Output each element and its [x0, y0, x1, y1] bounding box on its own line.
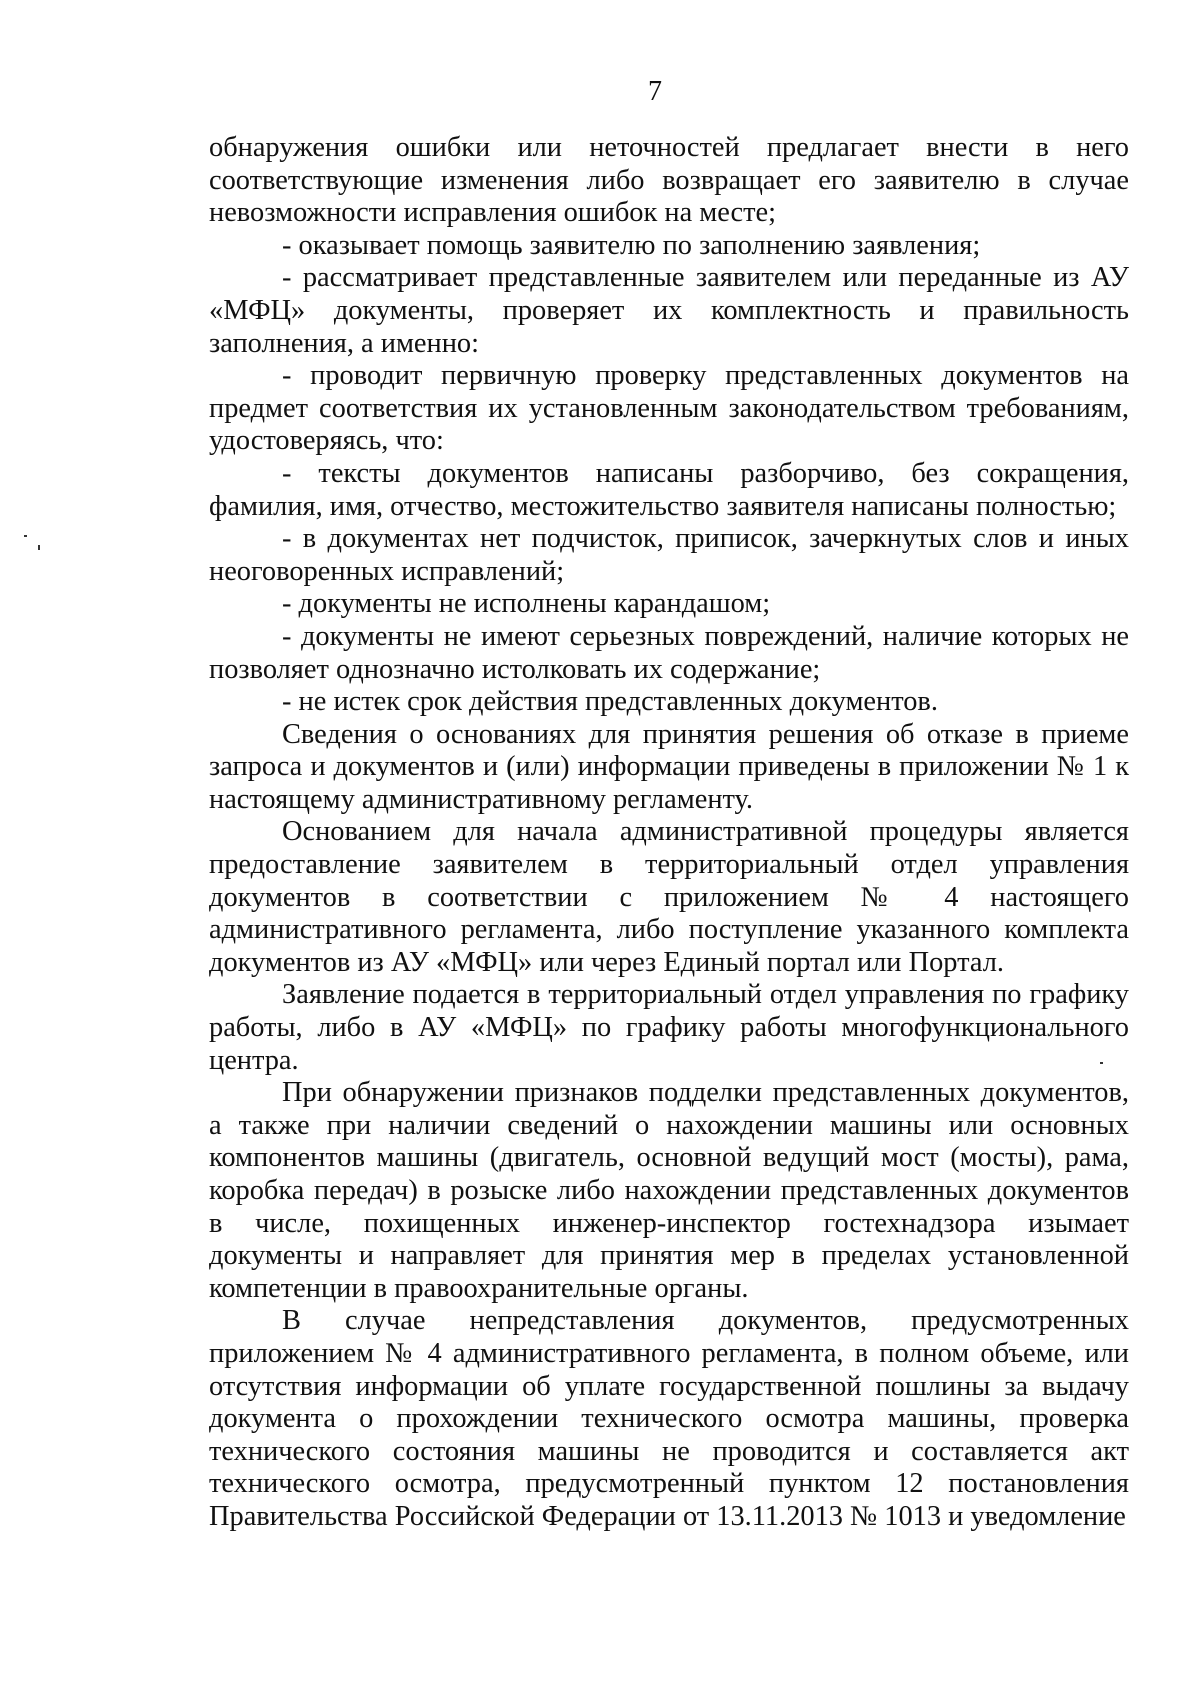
- paragraph: - оказывает помощь заявителю по заполнению заявления;: [282, 229, 981, 261]
- paragraph: - документы не исполнены карандашом;: [282, 588, 771, 620]
- document-body: [209, 132, 1129, 1534]
- paragraph: - документы не имеют серьезных повреждений, наличие которых не позволяет однозначно истолковать их содержание;: [209, 620, 1129, 685]
- scan-speck: [1100, 1062, 1103, 1064]
- paragraph: - рассматривает представленные заявителем или переданные из АУ «МФЦ» документы, проверяет их комплектность и правильность заполнения, а именно:: [209, 262, 1129, 359]
- scan-speck: [38, 545, 40, 550]
- paragraph: При обнаружении признаков подделки представленных документов, а также при наличии сведений о нахождении машины или основных компонентов машины (двигатель, основной ведущий мост (мосты), рама, коробка передач) в розыске либо нахождении представленных документов в числе, похищенных инженер-инспектор гостехнадзора изымает документы и направляет для принятия мер в пределах установленной компетенции в правоохранительные органы.: [209, 1077, 1129, 1304]
- paragraph: - проводит первичную проверку представленных документов на предмет соответствия их установленным законодательством требованиям, удостоверяясь, что:: [209, 360, 1129, 457]
- paragraph: В случае непредставления документов, предусмотренных приложением № 4 административного регламента, в полном объеме, или отсутствия информации об уплате государственной пошлины за выдачу документа о прохождении технического осмотра машины, проверка технического состояния машины не проводится и составляется акт технического осмотра, предусмотренный пунктом 12 постановления Правительства Российской Федерации от 13.11.2013 № 1013 и уведомление: [209, 1305, 1129, 1532]
- paragraph: - в документах нет подчисток, приписок, зачеркнутых слов и иных неоговоренных исправлений;: [209, 523, 1129, 587]
- paragraph: - не истек срок действия представленных документов.: [282, 686, 938, 718]
- paragraph: обнаружения ошибки или неточностей предлагает внести в него соответствующие изменения либо возвращает его заявителю в случае невозможности исправления ошибок на месте;: [209, 132, 1129, 229]
- page-number: 7: [648, 76, 662, 107]
- paragraph: Сведения о основаниях для принятия решения об отказе в приеме запроса и документов и (или) информации приведены в приложении № 1 к настоящему административному регламенту.: [209, 718, 1129, 815]
- paragraph: Заявление подается в территориальный отдел управления по графику работы, либо в АУ «МФЦ» по графику работы многофункционального центра.: [209, 979, 1129, 1076]
- paragraph: Основанием для начала административной процедуры является предоставление заявителем в территориальный отдел управления документов в соответствии с приложением № 4 настоящего административного регламента, либо поступление указанного комплекта документов из АУ «МФЦ» или через Единый портал или Портал.: [209, 816, 1129, 978]
- scan-speck: [24, 535, 27, 537]
- paragraph: - тексты документов написаны разборчиво, без сокращения, фамилия, имя, отчество, местожительство заявителя написаны полностью;: [209, 457, 1129, 522]
